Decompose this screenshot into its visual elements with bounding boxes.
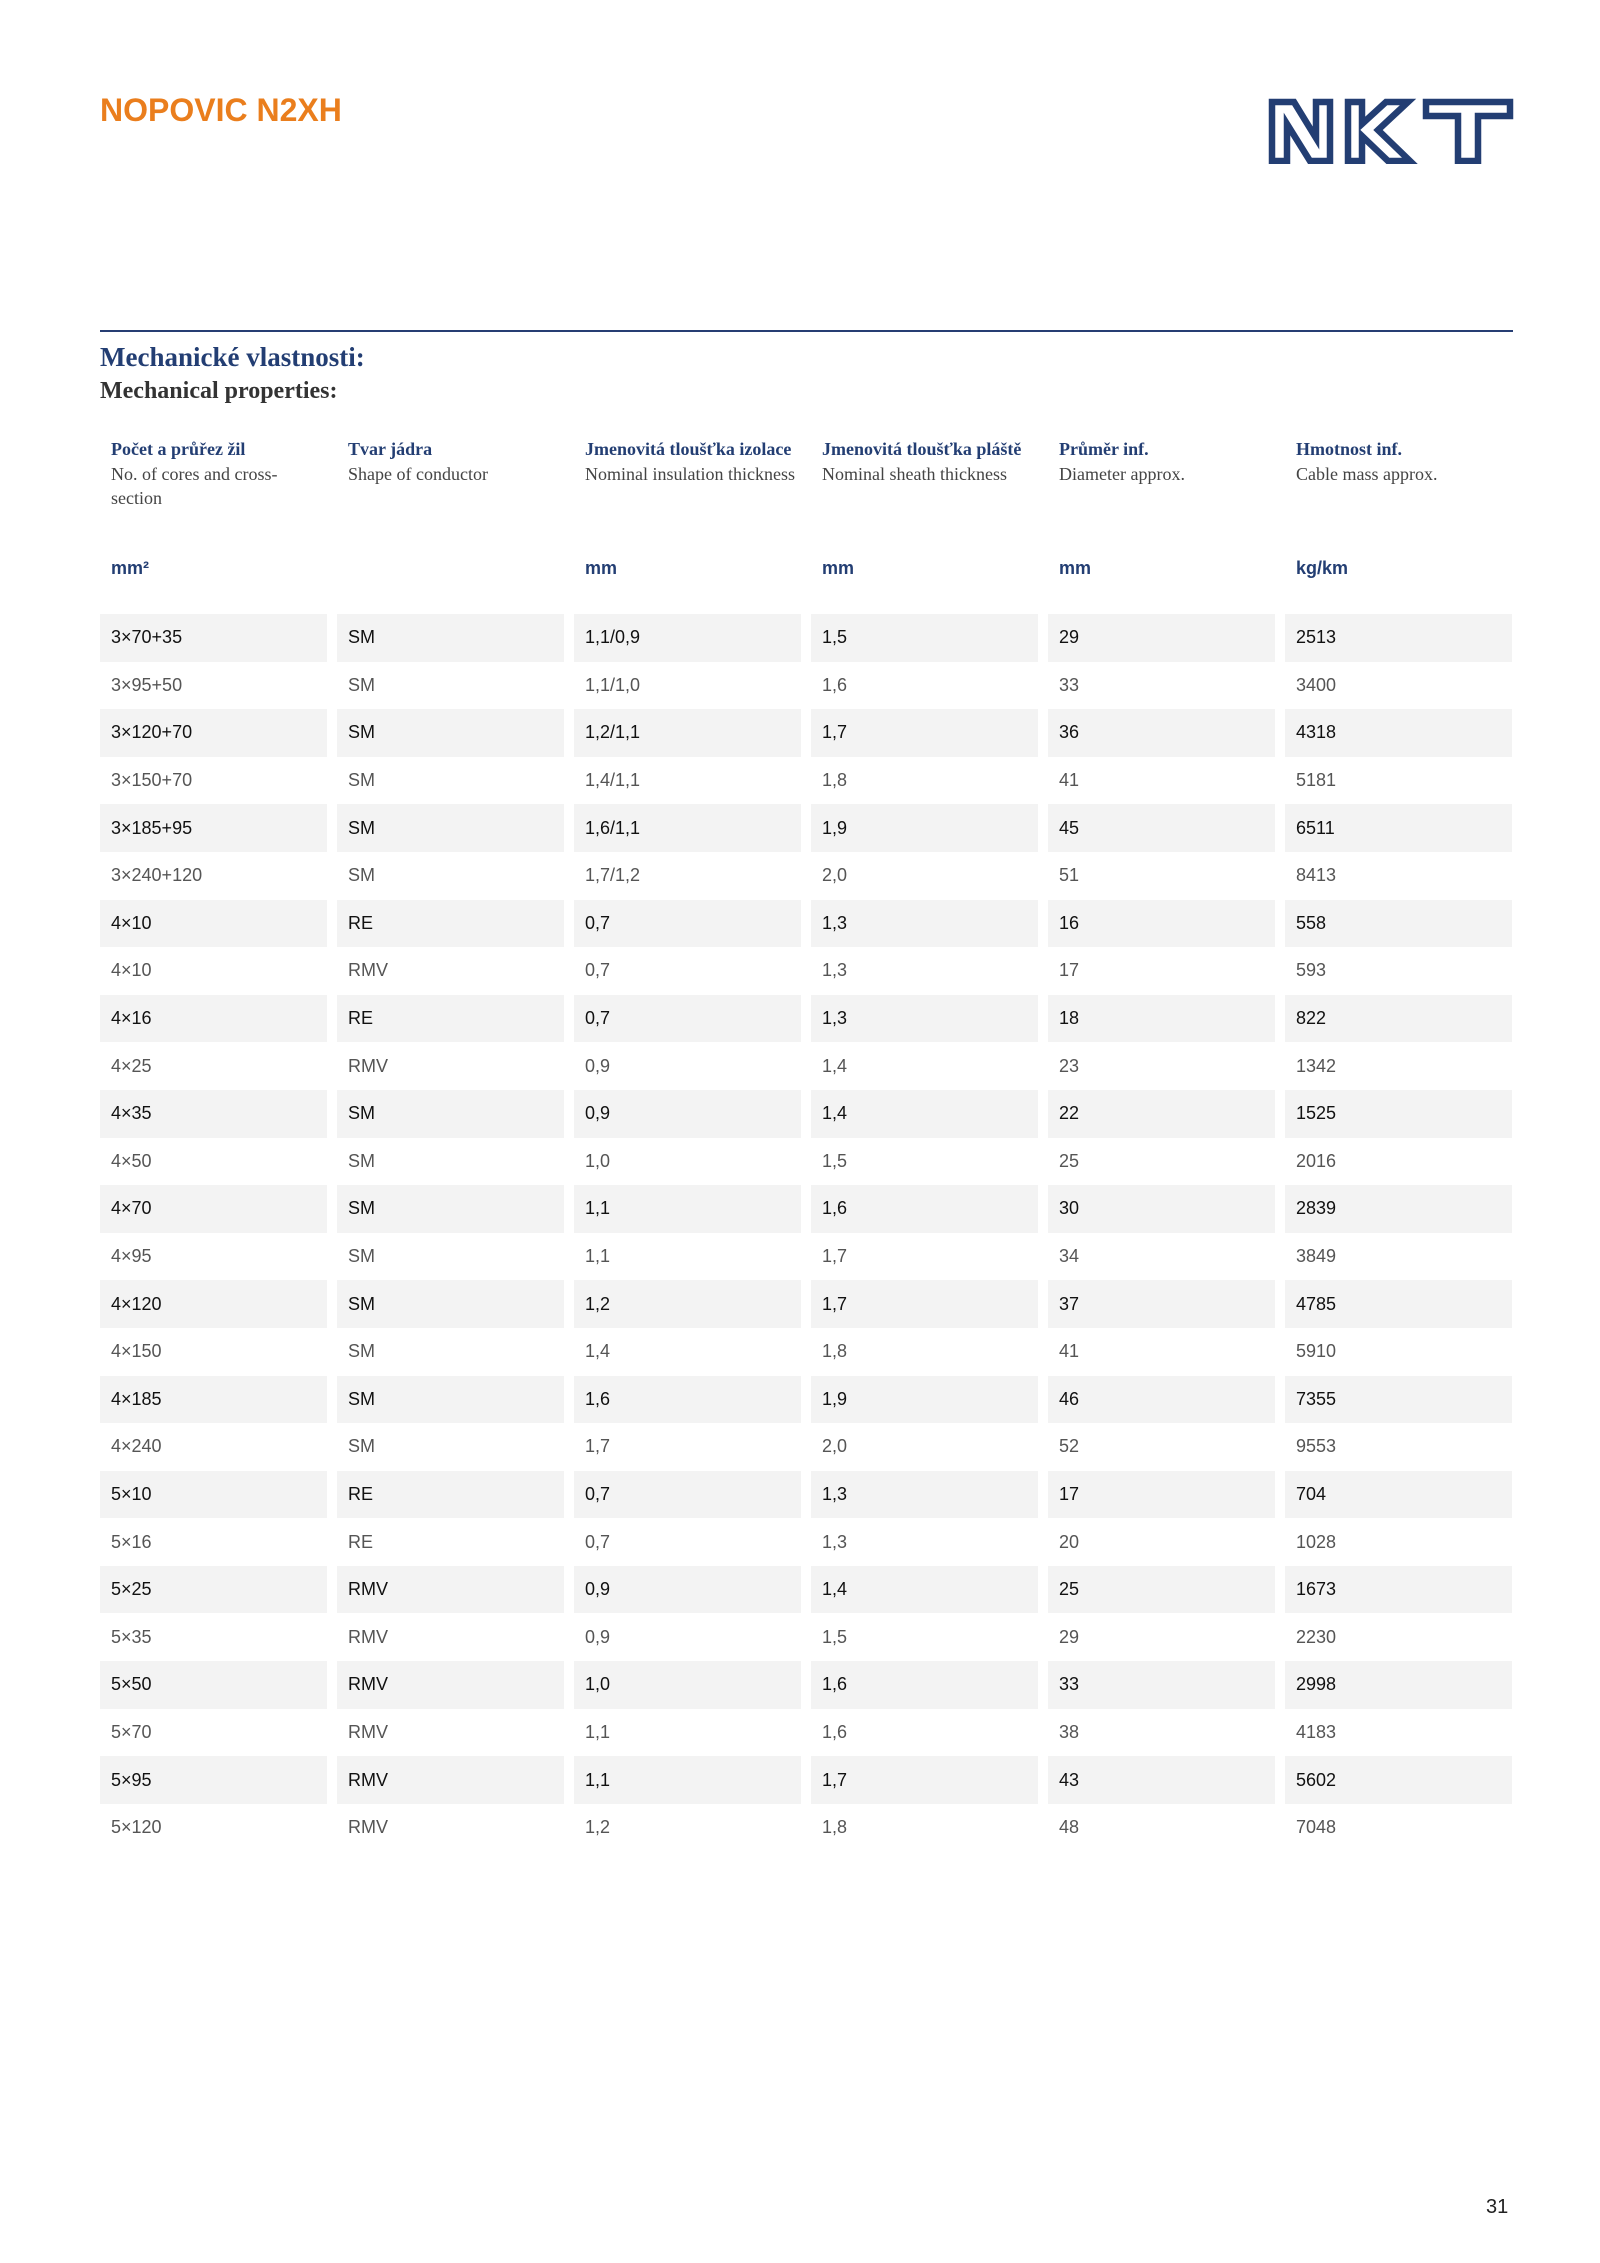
column-header-en: Shape of conductor [348,463,488,484]
table-cell: 5×10 [100,1471,327,1519]
table-cell: SM [337,1280,564,1328]
table-cell: 1525 [1285,1090,1512,1138]
column-header [1048,437,1275,557]
table-cell: 23 [1048,1042,1275,1090]
table-row [100,1661,1513,1709]
table-cell: 4×25 [100,1042,327,1090]
table-cell: 1,5 [811,614,1038,662]
table-unit-row [100,557,1513,615]
table-cell: 1,4 [811,1042,1038,1090]
table-cell: RMV [337,1756,564,1804]
table-cell: 4183 [1285,1709,1512,1757]
table-cell: 5×120 [100,1804,327,1852]
table-cell: 1,8 [811,757,1038,805]
column-header [337,437,564,557]
table-row [100,1423,1513,1471]
column-header-cz: Počet a průřez žil [111,439,246,459]
table-cell: 1,7 [811,1233,1038,1281]
table-cell: 17 [1048,947,1275,995]
table-cell: 1,0 [574,1661,801,1709]
table-cell: 1,1 [574,1185,801,1233]
table-cell: 7048 [1285,1804,1512,1852]
table-cell: 4×150 [100,1328,327,1376]
table-cell: 1,6 [811,1661,1038,1709]
table-cell: 1,2 [574,1280,801,1328]
column-header [1285,437,1512,557]
table-cell: 16 [1048,900,1275,948]
table-cell: 38 [1048,1709,1275,1757]
table-cell: 4785 [1285,1280,1512,1328]
table-cell: 1,3 [811,900,1038,948]
table-cell: RE [337,1518,564,1566]
table-row [100,1185,1513,1233]
table-cell: RE [337,995,564,1043]
table-cell: SM [337,709,564,757]
table-row [100,1233,1513,1281]
table-cell: 0,7 [574,1518,801,1566]
table-cell: 33 [1048,662,1275,710]
table-row [100,804,1513,852]
table-cell: 4×10 [100,900,327,948]
table-cell: 8413 [1285,852,1512,900]
table-cell: 25 [1048,1138,1275,1186]
table-cell: 33 [1048,1661,1275,1709]
table-cell: 1,7 [574,1423,801,1471]
table-cell: 1,3 [811,995,1038,1043]
table-cell: 3×240+120 [100,852,327,900]
column-unit-text: mm [585,558,618,578]
table-cell: 4×185 [100,1376,327,1424]
table-cell: 0,9 [574,1090,801,1138]
table-cell: 1342 [1285,1042,1512,1090]
table-cell: 3×120+70 [100,709,327,757]
table-cell: 29 [1048,1613,1275,1661]
table-cell: 1,9 [811,804,1038,852]
table-row [100,1280,1513,1328]
table-row [100,1376,1513,1424]
table-cell: 1,4 [811,1090,1038,1138]
table-cell: 1673 [1285,1566,1512,1614]
table-cell: 4×95 [100,1233,327,1281]
table-cell: 48 [1048,1804,1275,1852]
table-cell: RMV [337,1804,564,1852]
table-cell: 1,5 [811,1613,1038,1661]
table-cell: SM [337,1328,564,1376]
table-cell: 17 [1048,1471,1275,1519]
column-header [811,437,1038,557]
table-cell: 2839 [1285,1185,1512,1233]
table-row [100,1042,1513,1090]
column-header-en: No. of cores and cross-section [111,463,278,508]
section-divider [100,330,1513,332]
table-cell: 558 [1285,900,1512,948]
nkt-logo [1268,98,1514,164]
table-cell: 43 [1048,1756,1275,1804]
table-cell: 20 [1048,1518,1275,1566]
column-header [574,437,801,557]
table-row [100,1471,1513,1519]
column-unit-text: kg/km [1296,558,1349,578]
table-cell: RMV [337,1566,564,1614]
table-cell: 2998 [1285,1661,1512,1709]
table-cell: 1,8 [811,1804,1038,1852]
table-cell: 4318 [1285,709,1512,757]
table-cell: RE [337,1471,564,1519]
table-cell: 2513 [1285,614,1512,662]
table-cell: 0,7 [574,947,801,995]
table-cell: 1,6 [811,662,1038,710]
table-body [100,614,1513,1851]
table-cell: 3400 [1285,662,1512,710]
table-cell: 3×150+70 [100,757,327,805]
table-cell: 3×70+35 [100,614,327,662]
column-unit [100,558,327,579]
table-row [100,1756,1513,1804]
table-cell: 25 [1048,1566,1275,1614]
table-cell: 5×35 [100,1613,327,1661]
table-cell: 1,7/1,2 [574,852,801,900]
table-cell: 22 [1048,1090,1275,1138]
table-row [100,995,1513,1043]
table-cell: 4×35 [100,1090,327,1138]
table-header-row [100,437,1513,557]
table-cell: 6511 [1285,804,1512,852]
table-row [100,1804,1513,1852]
table-cell: 1,7 [811,1280,1038,1328]
table-row [100,1138,1513,1186]
mechanical-properties-table [100,437,1513,1838]
column-header-en: Nominal insulation thickness [585,463,795,484]
table-cell: 30 [1048,1185,1275,1233]
table-cell: 1,5 [811,1138,1038,1186]
table-cell: SM [337,804,564,852]
table-cell: 4×16 [100,995,327,1043]
section-title-en: Mechanical properties: [100,378,338,404]
table-cell: 5×50 [100,1661,327,1709]
table-cell: 5181 [1285,757,1512,805]
table-cell: 0,7 [574,995,801,1043]
table-cell: 704 [1285,1471,1512,1519]
table-cell: 1,6 [574,1376,801,1424]
table-cell: 7355 [1285,1376,1512,1424]
table-cell: 5910 [1285,1328,1512,1376]
product-title: NOPOVIC N2XH [100,92,342,128]
table-cell: 1,3 [811,1471,1038,1519]
table-cell: 5602 [1285,1756,1512,1804]
table-cell: 1,2 [574,1804,801,1852]
table-cell: 0,9 [574,1042,801,1090]
table-cell: 1,1/1,0 [574,662,801,710]
table-row [100,1518,1513,1566]
table-row [100,757,1513,805]
column-header-en: Cable mass approx. [1296,463,1438,484]
table-cell: 52 [1048,1423,1275,1471]
table-row [100,1709,1513,1757]
column-unit [811,558,1038,579]
table-cell: SM [337,1138,564,1186]
table-row [100,1090,1513,1138]
table-cell: RMV [337,1661,564,1709]
table-cell: SM [337,852,564,900]
table-cell: 41 [1048,757,1275,805]
column-header-en: Nominal sheath thickness [822,463,1007,484]
table-cell: 4×10 [100,947,327,995]
column-header-cz: Jmenovitá tloušťka izolace [585,439,792,459]
table-cell: 51 [1048,852,1275,900]
table-cell: 822 [1285,995,1512,1043]
table-row [100,1566,1513,1614]
table-cell: 45 [1048,804,1275,852]
table-cell: 34 [1048,1233,1275,1281]
page-number: 31 [1486,2196,1509,2218]
column-unit [1285,558,1512,579]
column-header-cz: Průměr inf. [1059,439,1149,459]
table-cell: 3×185+95 [100,804,327,852]
table-cell: 37 [1048,1280,1275,1328]
table-cell: 1,2/1,1 [574,709,801,757]
table-cell: SM [337,757,564,805]
table-cell: RE [337,900,564,948]
table-cell: 2016 [1285,1138,1512,1186]
table-cell: 1,4 [811,1566,1038,1614]
column-header [100,437,327,557]
table-cell: 1,4 [574,1328,801,1376]
table-cell: 5×16 [100,1518,327,1566]
table-cell: 29 [1048,614,1275,662]
table-cell: 1,1 [574,1709,801,1757]
table-cell: 41 [1048,1328,1275,1376]
table-cell: 1,6 [811,1709,1038,1757]
table-cell: 1,1/0,9 [574,614,801,662]
table-cell: 18 [1048,995,1275,1043]
table-row [100,947,1513,995]
column-header-en: Diameter approx. [1059,463,1185,484]
table-cell: 593 [1285,947,1512,995]
table-row [100,614,1513,662]
table-cell: 1,4/1,1 [574,757,801,805]
column-unit [1048,558,1275,579]
table-cell: 4×120 [100,1280,327,1328]
table-cell: 5×95 [100,1756,327,1804]
table-cell: 3×95+50 [100,662,327,710]
table-cell: RMV [337,1709,564,1757]
table-cell: 0,9 [574,1613,801,1661]
table-cell: 2,0 [811,1423,1038,1471]
table-cell: 1,1 [574,1756,801,1804]
table-cell: 4×240 [100,1423,327,1471]
table-cell: 3849 [1285,1233,1512,1281]
table-cell: 1,7 [811,709,1038,757]
table-cell: 1,1 [574,1233,801,1281]
table-cell: 0,9 [574,1566,801,1614]
table-cell: 4×50 [100,1138,327,1186]
table-cell: SM [337,662,564,710]
table-row [100,662,1513,710]
table-cell: 5×25 [100,1566,327,1614]
table-cell: RMV [337,1613,564,1661]
table-cell: 1,3 [811,1518,1038,1566]
column-header-cz: Hmotnost inf. [1296,439,1403,459]
column-header-cz: Tvar jádra [348,439,433,459]
table-cell: RMV [337,1042,564,1090]
table-cell: 0,7 [574,1471,801,1519]
table-row [100,1613,1513,1661]
table-cell: 1,6/1,1 [574,804,801,852]
table-cell: SM [337,1090,564,1138]
table-cell: 5×70 [100,1709,327,1757]
table-row [100,900,1513,948]
table-cell: SM [337,1233,564,1281]
table-cell: SM [337,1185,564,1233]
table-cell: SM [337,614,564,662]
section-title-cz: Mechanické vlastnosti: [100,342,365,372]
column-unit-text: mm [822,558,855,578]
column-unit-text: mm [1059,558,1092,578]
table-cell: 1028 [1285,1518,1512,1566]
column-header-cz: Jmenovitá tloušťka pláště [822,439,1022,459]
table-cell: 2,0 [811,852,1038,900]
table-cell: 46 [1048,1376,1275,1424]
table-cell: 1,0 [574,1138,801,1186]
table-cell: SM [337,1376,564,1424]
table-row [100,1328,1513,1376]
table-cell: 2230 [1285,1613,1512,1661]
table-cell: RMV [337,947,564,995]
table-cell: 1,7 [811,1756,1038,1804]
column-unit-text: mm² [111,558,150,578]
table-cell: 0,7 [574,900,801,948]
table-cell: 1,9 [811,1376,1038,1424]
column-unit [574,558,801,579]
table-cell: SM [337,1423,564,1471]
table-row [100,852,1513,900]
table-cell: 4×70 [100,1185,327,1233]
table-cell: 9553 [1285,1423,1512,1471]
table-cell: 1,3 [811,947,1038,995]
table-cell: 1,6 [811,1185,1038,1233]
table-row [100,709,1513,757]
table-cell: 36 [1048,709,1275,757]
table-cell: 1,8 [811,1328,1038,1376]
